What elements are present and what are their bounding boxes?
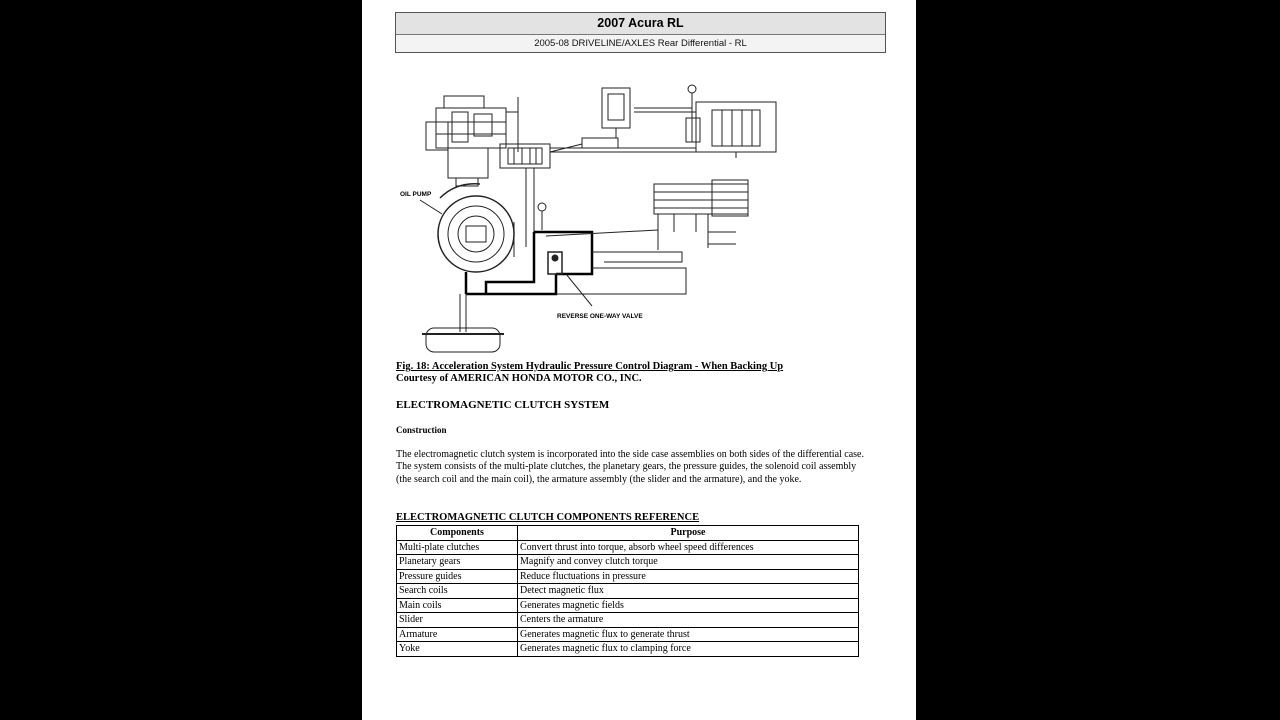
component-cell: Yoke (397, 642, 518, 657)
construction-paragraph: The electromagnetic clutch system is incorporated into the side case assemblies on both sides of the differential case. The system consists of the multi-plate clutches, the planetary gears, the pressure guides, the solenoid coil assembly (the search coil and the main coil), the armature assembly (the slider and the armature), and the yoke. (396, 449, 864, 485)
section-path: 2005-08 DRIVELINE/AXLES Rear Differential - RL (396, 35, 885, 52)
purpose-cell: Reduce fluctuations in pressure (518, 569, 859, 584)
section-heading: ELECTROMAGNETIC CLUTCH SYSTEM (396, 399, 610, 411)
purpose-cell: Generates magnetic flux to clamping force (518, 642, 859, 657)
reverse-valve-label: REVERSE ONE-WAY VALVE (557, 313, 643, 320)
page-header (395, 12, 886, 53)
oil-pump-label: OIL PUMP (400, 191, 432, 198)
purpose-cell: Magnify and convey clutch torque (518, 555, 859, 570)
table-row (397, 540, 859, 555)
right-valve-body (654, 180, 748, 250)
reverse-one-way-valve (548, 252, 592, 306)
document-page (362, 0, 916, 720)
table-row (397, 613, 859, 628)
component-cell: Multi-plate clutches (397, 540, 518, 555)
reverse-circuit (466, 232, 592, 294)
vehicle-title: 2007 Acura RL (396, 13, 885, 35)
figure-caption: Fig. 18: Acceleration System Hydraulic Pressure Control Diagram - When Backing Up (396, 361, 784, 372)
components-table (396, 525, 859, 657)
component-cell: Search coils (397, 584, 518, 599)
purpose-cell: Generates magnetic flux to generate thrust (518, 627, 859, 642)
figure-caption-block (396, 361, 783, 385)
figure-courtesy: Courtesy of AMERICAN HONDA MOTOR CO., INC. (396, 373, 642, 384)
table-row (397, 627, 859, 642)
spool-valve (500, 144, 550, 168)
control-valve-assembly (426, 96, 518, 186)
accumulator (550, 88, 630, 152)
component-cell: Slider (397, 613, 518, 628)
table-row (397, 584, 859, 599)
component-cell: Planetary gears (397, 555, 518, 570)
table-title: ELECTROMAGNETIC CLUTCH COMPONENTS REFERENCE (396, 512, 700, 523)
oil-pump (438, 184, 514, 272)
table-row (397, 555, 859, 570)
subsection-heading: Construction (396, 425, 447, 435)
purpose-cell: Centers the armature (518, 613, 859, 628)
column-header-purpose: Purpose (518, 526, 859, 541)
purpose-cell: Convert thrust into torque, absorb wheel speed differences (518, 540, 859, 555)
oil-pump-leader (420, 200, 442, 214)
table-header-row (397, 526, 859, 541)
oil-strainer (422, 328, 504, 352)
clutch-pack (686, 102, 776, 158)
component-cell: Pressure guides (397, 569, 518, 584)
table-row (397, 642, 859, 657)
oil-lines (526, 108, 696, 247)
table-row (397, 598, 859, 613)
purpose-cell: Generates magnetic fields (518, 598, 859, 613)
column-header-components: Components (397, 526, 518, 541)
purpose-cell: Detect magnetic flux (518, 584, 859, 599)
hydraulic-diagram (396, 82, 792, 357)
component-cell: Armature (397, 627, 518, 642)
table-row (397, 569, 859, 584)
component-cell: Main coils (397, 598, 518, 613)
